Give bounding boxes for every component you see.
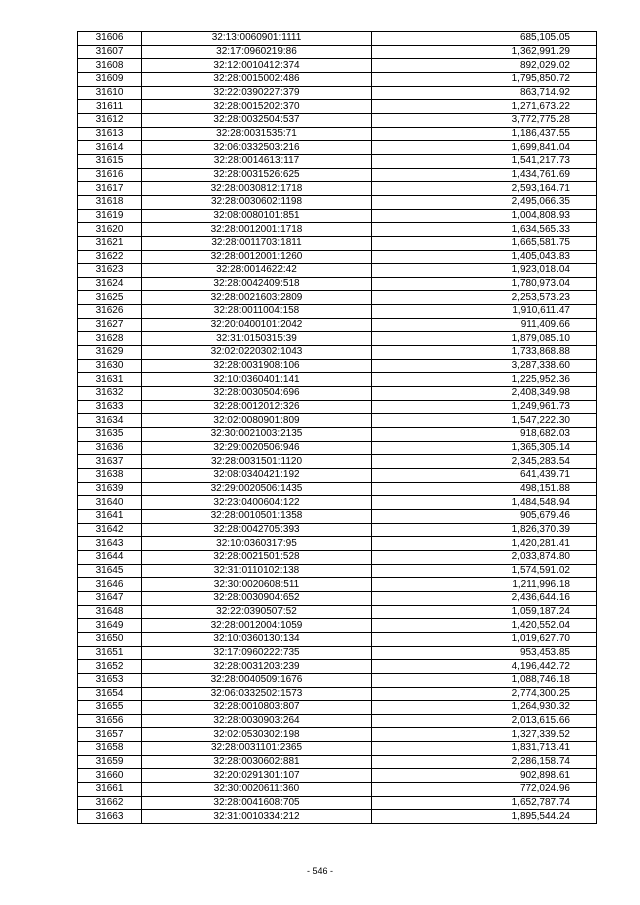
cadastral-number-cell: 32:28:0030812:1718 bbox=[142, 182, 372, 196]
table-row bbox=[78, 223, 597, 237]
cadastral-value-cell: 1,059,187.24 bbox=[372, 605, 597, 619]
cadastral-number-cell: 32:28:0011004:158 bbox=[142, 305, 372, 319]
cadastral-value-cell: 918,682.03 bbox=[372, 428, 597, 442]
row-number-cell: 31655 bbox=[78, 701, 142, 715]
table-row bbox=[78, 86, 597, 100]
table-row bbox=[78, 523, 597, 537]
row-number-cell: 31626 bbox=[78, 305, 142, 319]
table-row bbox=[78, 387, 597, 401]
cadastral-number-cell: 32:28:0010803:807 bbox=[142, 701, 372, 715]
row-number-cell: 31622 bbox=[78, 250, 142, 264]
cadastral-value-cell: 1,420,281.41 bbox=[372, 537, 597, 551]
cadastral-value-cell: 1,434,761.69 bbox=[372, 168, 597, 182]
row-number-cell: 31643 bbox=[78, 537, 142, 551]
table-row bbox=[78, 769, 597, 783]
table-row bbox=[78, 441, 597, 455]
cadastral-value-cell: 1,186,437.55 bbox=[372, 127, 597, 141]
cadastral-value-cell: 2,253,573.23 bbox=[372, 291, 597, 305]
cadastral-number-cell: 32:28:0021603:2809 bbox=[142, 291, 372, 305]
row-number-cell: 31638 bbox=[78, 469, 142, 483]
cadastral-number-cell: 32:28:0012004:1059 bbox=[142, 619, 372, 633]
cadastral-number-cell: 32:28:0012001:1260 bbox=[142, 250, 372, 264]
cadastral-number-cell: 32:10:0360130:134 bbox=[142, 632, 372, 646]
table-row bbox=[78, 796, 597, 810]
table-row bbox=[78, 701, 597, 715]
cadastral-value-cell: 1,405,043.83 bbox=[372, 250, 597, 264]
cadastral-value-cell: 1,365,305.14 bbox=[372, 441, 597, 455]
row-number-cell: 31625 bbox=[78, 291, 142, 305]
table-row bbox=[78, 127, 597, 141]
table-row bbox=[78, 455, 597, 469]
page-number: - 546 - bbox=[306, 866, 333, 876]
table-row bbox=[78, 195, 597, 209]
row-number-cell: 31614 bbox=[78, 141, 142, 155]
cadastral-number-cell: 32:28:0040509:1676 bbox=[142, 673, 372, 687]
table-row bbox=[78, 632, 597, 646]
table-row bbox=[78, 578, 597, 592]
cadastral-value-cell: 1,910,611.47 bbox=[372, 305, 597, 319]
cadastral-value-cell: 772,024.96 bbox=[372, 783, 597, 797]
row-number-cell: 31618 bbox=[78, 195, 142, 209]
cadastral-number-cell: 32:28:0031101:2365 bbox=[142, 742, 372, 756]
row-number-cell: 31634 bbox=[78, 414, 142, 428]
cadastral-value-table bbox=[77, 31, 597, 824]
cadastral-number-cell: 32:30:0020608:511 bbox=[142, 578, 372, 592]
cadastral-value-cell: 2,408,349.98 bbox=[372, 387, 597, 401]
table-row bbox=[78, 168, 597, 182]
row-number-cell: 31656 bbox=[78, 714, 142, 728]
table-row bbox=[78, 182, 597, 196]
row-number-cell: 31663 bbox=[78, 810, 142, 824]
row-number-cell: 31606 bbox=[78, 32, 142, 46]
cadastral-number-cell: 32:28:0012012:326 bbox=[142, 400, 372, 414]
cadastral-number-cell: 32:08:0340421:192 bbox=[142, 469, 372, 483]
cadastral-value-cell: 1,004,808.93 bbox=[372, 209, 597, 223]
table-row bbox=[78, 755, 597, 769]
cadastral-value-cell: 1,327,339.52 bbox=[372, 728, 597, 742]
cadastral-value-cell: 1,484,548.94 bbox=[372, 496, 597, 510]
row-number-cell: 31617 bbox=[78, 182, 142, 196]
row-number-cell: 31658 bbox=[78, 742, 142, 756]
cadastral-value-cell: 1,831,713.41 bbox=[372, 742, 597, 756]
table-row bbox=[78, 646, 597, 660]
row-number-cell: 31657 bbox=[78, 728, 142, 742]
cadastral-number-cell: 32:20:0291301:107 bbox=[142, 769, 372, 783]
table-row bbox=[78, 414, 597, 428]
cadastral-value-cell: 1,795,850.72 bbox=[372, 72, 597, 86]
cadastral-number-cell: 32:28:0031501:1120 bbox=[142, 455, 372, 469]
cadastral-number-cell: 32:10:0360317:95 bbox=[142, 537, 372, 551]
cadastral-number-cell: 32:02:0530302:198 bbox=[142, 728, 372, 742]
row-number-cell: 31635 bbox=[78, 428, 142, 442]
row-number-cell: 31619 bbox=[78, 209, 142, 223]
cadastral-number-cell: 32:30:0020611:360 bbox=[142, 783, 372, 797]
cadastral-value-cell: 1,826,370.39 bbox=[372, 523, 597, 537]
table-row bbox=[78, 291, 597, 305]
cadastral-value-cell: 1,634,565.33 bbox=[372, 223, 597, 237]
table-row bbox=[78, 537, 597, 551]
cadastral-number-cell: 32:02:0220302:1043 bbox=[142, 346, 372, 360]
cadastral-value-cell: 1,574,591.02 bbox=[372, 564, 597, 578]
table-row bbox=[78, 660, 597, 674]
row-number-cell: 31608 bbox=[78, 59, 142, 73]
row-number-cell: 31612 bbox=[78, 113, 142, 127]
table-row bbox=[78, 113, 597, 127]
cadastral-number-cell: 32:29:0020506:1435 bbox=[142, 482, 372, 496]
table-row bbox=[78, 605, 597, 619]
table-row bbox=[78, 783, 597, 797]
cadastral-value-cell: 4,196,442.72 bbox=[372, 660, 597, 674]
cadastral-number-cell: 32:28:0042705:393 bbox=[142, 523, 372, 537]
row-number-cell: 31637 bbox=[78, 455, 142, 469]
cadastral-value-cell: 1,923,018.04 bbox=[372, 264, 597, 278]
row-number-cell: 31651 bbox=[78, 646, 142, 660]
row-number-cell: 31642 bbox=[78, 523, 142, 537]
row-number-cell: 31661 bbox=[78, 783, 142, 797]
cadastral-number-cell: 32:20:0400101:2042 bbox=[142, 318, 372, 332]
table-row bbox=[78, 359, 597, 373]
cadastral-number-cell: 32:28:0031526:625 bbox=[142, 168, 372, 182]
cadastral-number-cell: 32:31:0150315:39 bbox=[142, 332, 372, 346]
cadastral-value-cell: 1,088,746.18 bbox=[372, 673, 597, 687]
cadastral-value-cell: 1,420,552.04 bbox=[372, 619, 597, 633]
row-number-cell: 31620 bbox=[78, 223, 142, 237]
cadastral-number-cell: 32:28:0014622:42 bbox=[142, 264, 372, 278]
table-row bbox=[78, 72, 597, 86]
cadastral-number-cell: 32:28:0010501:1358 bbox=[142, 509, 372, 523]
row-number-cell: 31613 bbox=[78, 127, 142, 141]
cadastral-value-cell: 1,547,222.30 bbox=[372, 414, 597, 428]
cadastral-number-cell: 32:28:0030602:881 bbox=[142, 755, 372, 769]
cadastral-value-cell: 3,287,338.60 bbox=[372, 359, 597, 373]
table-row bbox=[78, 59, 597, 73]
cadastral-value-cell: 1,541,217.73 bbox=[372, 154, 597, 168]
cadastral-number-cell: 32:28:0021501:528 bbox=[142, 550, 372, 564]
row-number-cell: 31653 bbox=[78, 673, 142, 687]
cadastral-number-cell: 32:30:0021003:2135 bbox=[142, 428, 372, 442]
cadastral-value-cell: 1,665,581.75 bbox=[372, 236, 597, 250]
cadastral-value-cell: 641,439.71 bbox=[372, 469, 597, 483]
cadastral-value-cell: 1,652,787.74 bbox=[372, 796, 597, 810]
cadastral-value-cell: 911,409.66 bbox=[372, 318, 597, 332]
table-row bbox=[78, 496, 597, 510]
row-number-cell: 31639 bbox=[78, 482, 142, 496]
row-number-cell: 31629 bbox=[78, 346, 142, 360]
cadastral-value-cell: 2,013,615.66 bbox=[372, 714, 597, 728]
cadastral-number-cell: 32:28:0031535:71 bbox=[142, 127, 372, 141]
cadastral-value-cell: 1,362,991.29 bbox=[372, 45, 597, 59]
cadastral-value-cell: 2,345,283.54 bbox=[372, 455, 597, 469]
cadastral-number-cell: 32:06:0332502:1573 bbox=[142, 687, 372, 701]
row-number-cell: 31650 bbox=[78, 632, 142, 646]
row-number-cell: 31636 bbox=[78, 441, 142, 455]
row-number-cell: 31632 bbox=[78, 387, 142, 401]
table-row bbox=[78, 32, 597, 46]
table-row bbox=[78, 482, 597, 496]
cadastral-number-cell: 32:28:0032504:537 bbox=[142, 113, 372, 127]
cadastral-number-cell: 32:12:0010412:374 bbox=[142, 59, 372, 73]
row-number-cell: 31652 bbox=[78, 660, 142, 674]
table-row bbox=[78, 346, 597, 360]
row-number-cell: 31623 bbox=[78, 264, 142, 278]
table-row bbox=[78, 264, 597, 278]
table-row bbox=[78, 673, 597, 687]
cadastral-number-cell: 32:06:0332503:216 bbox=[142, 141, 372, 155]
table-row bbox=[78, 141, 597, 155]
row-number-cell: 31660 bbox=[78, 769, 142, 783]
table-row bbox=[78, 154, 597, 168]
cadastral-value-cell: 1,264,930.32 bbox=[372, 701, 597, 715]
row-number-cell: 31630 bbox=[78, 359, 142, 373]
table-row bbox=[78, 550, 597, 564]
row-number-cell: 31648 bbox=[78, 605, 142, 619]
row-number-cell: 31610 bbox=[78, 86, 142, 100]
row-number-cell: 31609 bbox=[78, 72, 142, 86]
cadastral-value-cell: 905,679.46 bbox=[372, 509, 597, 523]
cadastral-number-cell: 32:28:0042409:518 bbox=[142, 277, 372, 291]
cadastral-number-cell: 32:08:0080101:851 bbox=[142, 209, 372, 223]
table-row bbox=[78, 728, 597, 742]
table-row bbox=[78, 428, 597, 442]
cadastral-number-cell: 32:02:0080901:809 bbox=[142, 414, 372, 428]
cadastral-value-cell: 3,772,775.28 bbox=[372, 113, 597, 127]
cadastral-number-cell: 32:23:0400604:122 bbox=[142, 496, 372, 510]
cadastral-value-cell: 1,211,996.18 bbox=[372, 578, 597, 592]
cadastral-number-cell: 32:28:0014613:117 bbox=[142, 154, 372, 168]
row-number-cell: 31621 bbox=[78, 236, 142, 250]
cadastral-value-cell: 2,436,644.16 bbox=[372, 591, 597, 605]
table-row bbox=[78, 564, 597, 578]
table-row bbox=[78, 509, 597, 523]
cadastral-value-cell: 1,733,868.88 bbox=[372, 346, 597, 360]
table-row bbox=[78, 742, 597, 756]
cadastral-number-cell: 32:28:0030602:1198 bbox=[142, 195, 372, 209]
cadastral-value-cell: 1,225,952.36 bbox=[372, 373, 597, 387]
row-number-cell: 31624 bbox=[78, 277, 142, 291]
cadastral-number-cell: 32:28:0015202:370 bbox=[142, 100, 372, 114]
cadastral-number-cell: 32:31:0110102:138 bbox=[142, 564, 372, 578]
row-number-cell: 31640 bbox=[78, 496, 142, 510]
cadastral-number-cell: 32:28:0030904:652 bbox=[142, 591, 372, 605]
cadastral-number-cell: 32:28:0015002:486 bbox=[142, 72, 372, 86]
table-row bbox=[78, 305, 597, 319]
table-row bbox=[78, 373, 597, 387]
table-row bbox=[78, 714, 597, 728]
row-number-cell: 31647 bbox=[78, 591, 142, 605]
cadastral-number-cell: 32:28:0031908:106 bbox=[142, 359, 372, 373]
cadastral-number-cell: 32:31:0010334:212 bbox=[142, 810, 372, 824]
cadastral-value-cell: 902,898.61 bbox=[372, 769, 597, 783]
cadastral-number-cell: 32:28:0031203:239 bbox=[142, 660, 372, 674]
table-row bbox=[78, 250, 597, 264]
cadastral-value-cell: 1,271,673.22 bbox=[372, 100, 597, 114]
cadastral-value-cell: 953,453.85 bbox=[372, 646, 597, 660]
table-row bbox=[78, 45, 597, 59]
cadastral-number-cell: 32:28:0030504:696 bbox=[142, 387, 372, 401]
table-row bbox=[78, 400, 597, 414]
row-number-cell: 31616 bbox=[78, 168, 142, 182]
row-number-cell: 31644 bbox=[78, 550, 142, 564]
cadastral-value-cell: 1,780,973.04 bbox=[372, 277, 597, 291]
cadastral-number-cell: 32:22:0390507:52 bbox=[142, 605, 372, 619]
row-number-cell: 31631 bbox=[78, 373, 142, 387]
cadastral-value-cell: 2,286,158.74 bbox=[372, 755, 597, 769]
cadastral-value-cell: 2,495,066.35 bbox=[372, 195, 597, 209]
cadastral-value-cell: 1,249,961.73 bbox=[372, 400, 597, 414]
cadastral-number-cell: 32:17:0960222:735 bbox=[142, 646, 372, 660]
cadastral-value-cell: 1,699,841.04 bbox=[372, 141, 597, 155]
table-row bbox=[78, 810, 597, 824]
row-number-cell: 31646 bbox=[78, 578, 142, 592]
cadastral-number-cell: 32:17:0960219:86 bbox=[142, 45, 372, 59]
row-number-cell: 31611 bbox=[78, 100, 142, 114]
row-number-cell: 31628 bbox=[78, 332, 142, 346]
cadastral-value-cell: 1,879,085.10 bbox=[372, 332, 597, 346]
cadastral-number-cell: 32:28:0012001:1718 bbox=[142, 223, 372, 237]
row-number-cell: 31659 bbox=[78, 755, 142, 769]
row-number-cell: 31654 bbox=[78, 687, 142, 701]
cadastral-value-cell: 1,895,544.24 bbox=[372, 810, 597, 824]
row-number-cell: 31645 bbox=[78, 564, 142, 578]
cadastral-value-cell: 2,593,164.71 bbox=[372, 182, 597, 196]
table-row bbox=[78, 619, 597, 633]
cadastral-number-cell: 32:22:0390227:379 bbox=[142, 86, 372, 100]
row-number-cell: 31627 bbox=[78, 318, 142, 332]
table-row bbox=[78, 277, 597, 291]
table-row bbox=[78, 332, 597, 346]
cadastral-value-cell: 1,019,627.70 bbox=[372, 632, 597, 646]
row-number-cell: 31649 bbox=[78, 619, 142, 633]
table-row bbox=[78, 100, 597, 114]
table-row bbox=[78, 236, 597, 250]
cadastral-value-cell: 2,033,874.80 bbox=[372, 550, 597, 564]
cadastral-number-cell: 32:28:0011703:1811 bbox=[142, 236, 372, 250]
cadastral-number-cell: 32:10:0360401:141 bbox=[142, 373, 372, 387]
row-number-cell: 31633 bbox=[78, 400, 142, 414]
cadastral-value-cell: 863,714.92 bbox=[372, 86, 597, 100]
row-number-cell: 31662 bbox=[78, 796, 142, 810]
row-number-cell: 31615 bbox=[78, 154, 142, 168]
cadastral-value-cell: 685,105.05 bbox=[372, 32, 597, 46]
row-number-cell: 31641 bbox=[78, 509, 142, 523]
row-number-cell: 31607 bbox=[78, 45, 142, 59]
table-body bbox=[78, 32, 597, 824]
cadastral-value-cell: 892,029.02 bbox=[372, 59, 597, 73]
table-row bbox=[78, 687, 597, 701]
cadastral-number-cell: 32:28:0041608:705 bbox=[142, 796, 372, 810]
table-row bbox=[78, 591, 597, 605]
cadastral-value-cell: 498,151.88 bbox=[372, 482, 597, 496]
cadastral-number-cell: 32:13:0060901:1111 bbox=[142, 32, 372, 46]
cadastral-value-cell: 2,774,300.25 bbox=[372, 687, 597, 701]
cadastral-number-cell: 32:28:0030903:264 bbox=[142, 714, 372, 728]
table-row bbox=[78, 209, 597, 223]
cadastral-number-cell: 32:29:0020506:946 bbox=[142, 441, 372, 455]
table-row bbox=[78, 318, 597, 332]
table-row bbox=[78, 469, 597, 483]
